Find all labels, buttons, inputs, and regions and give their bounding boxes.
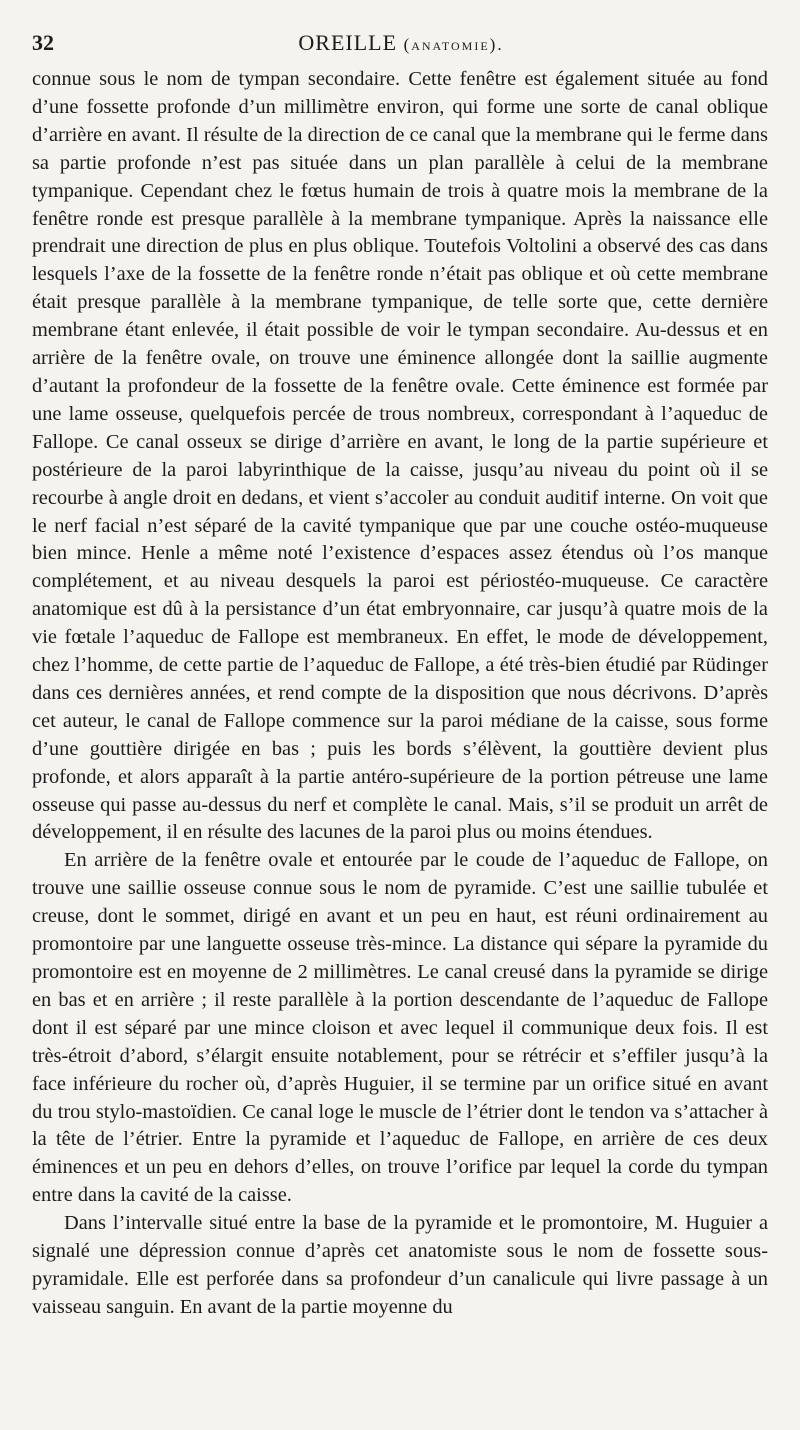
body-text: [32, 66, 768, 1322]
page-header: [32, 30, 770, 60]
paragraph-2: En arrière de la fenêtre ovale et entourée par le coude de l’aqueduc de Fallope, on trouve une saillie osseuse connue sous le nom de pyramide. C’est une saillie tubulée et creuse, dont le sommet, dirigé en avant et un peu en haut, est réuni ordinairement au promontoire par une languette osseuse très-mince. La distance qui sépare la pyramide du promontoire est en moyenne de 2 millimètres. Le canal creusé dans la pyramide se dirige en bas et en arrière ; il reste parallèle à la portion descendante de l’aqueduc de Fallope dont il est séparé par une mince cloison et avec lequel il communique deux fois. Il est très-étroit d’abord, s’élargit ensuite notablement, pour se rétrécir et s’effiler jusqu’à la face inférieure du rocher où, d’après Huguier, il se termine par un orifice situé en avant du trou stylo-mastoïdien. Ce canal loge le muscle de l’étrier dont le tendon va s’attacher à la tête de l’étrier. Entre la pyramide et l’aqueduc de Fallope, en arrière de ces deux éminences et un peu en dehors d’elles, on trouve l’orifice par lequel la corde du tympan entre dans la cavité de la caisse.: [32, 849, 768, 1207]
paragraph-1: connue sous le nom de tympan secondaire. Cette fenêtre est également située au fond d’une fossette profonde d’un millimètre environ, qui forme une sorte de canal oblique d’arrière en avant. Il résulte de la direction de ce canal que la membrane qui le ferme dans sa partie profonde n’est pas située dans un plan parallèle à celui de la membrane tympanique. Cependant chez le fœtus humain de trois à quatre mois la membrane de la fenêtre ronde est presque parallèle à la membrane tympanique. Après la naissance elle prendrait une direction de plus en plus oblique. Toutefois Voltolini a observé des cas dans lesquels l’axe de la fossette de la fenêtre ronde n’était pas oblique et où cette membrane était presque parallèle à la membrane tympanique, de telle sorte que, cette dernière membrane étant enlevée, il était possible de voir le tympan secondaire. Au-dessus et en arrière de la fenêtre ovale, on trouve une éminence allongée dont la saillie augmente d’autant la profondeur de la fossette de la fenêtre ovale. Cette éminence est formée par une lame osseuse, quelquefois percée de trous nombreux, correspondant à l’aqueduc de Fallope. Ce canal osseux se dirige d’arrière en avant, le long de la partie supérieure et postérieure de la paroi labyrinthique de la caisse, jusqu’au niveau du point où il se recourbe à angle droit en dedans, et vient s’accoler au conduit auditif interne. On voit que le nerf facial n’est séparé de la cavité tympanique que par une couche ostéo-muqueuse bien mince. Henle a même noté l’existence d’espaces assez étendus où l’os manque complétement, et au niveau desquels la paroi est périostéo-muqueuse. Ce caractère anatomique est dû à la persistance d’un état embryonnaire, car jusqu’à quatre mois de la vie fœtale l’aqueduc de Fallope est membraneux. En effet, le mode de développement, chez l’homme, de cette partie de l’aqueduc de Fallope, a été très-bien étudié par Rüdinger dans ces dernières années, et rend compte de la disposition que nous décrivons. D’après cet auteur, le canal de Fallope commence sur la paroi médiane de la caisse, sous forme d’une gouttière dirigée en bas ; puis les bords s’élèvent, la gouttière devient plus profonde, et alors apparaît à la partie antéro-supérieure de la portion pétreuse une lame osseuse qui passe au-dessus du nerf et complète le canal. Mais, s’il se produit un arrêt de développement, il en résulte des lacunes de la paroi plus ou moins étendues.: [32, 68, 768, 844]
page-number: 32: [32, 30, 54, 55]
paragraph-3: Dans l’intervalle situé entre la base de la pyramide et le promontoire, M. Huguier a signalé une dépression connue d’après cet anatomiste sous le nom de fossette sous-pyramidale. Elle est perforée dans sa profondeur d’un canalicule qui livre passage à un vaisseau sanguin. En avant de la partie moyenne du: [32, 1212, 768, 1318]
running-title-main: OREILLE: [298, 30, 404, 55]
running-title: [32, 30, 770, 56]
running-title-section: (anatomie).: [403, 35, 504, 54]
